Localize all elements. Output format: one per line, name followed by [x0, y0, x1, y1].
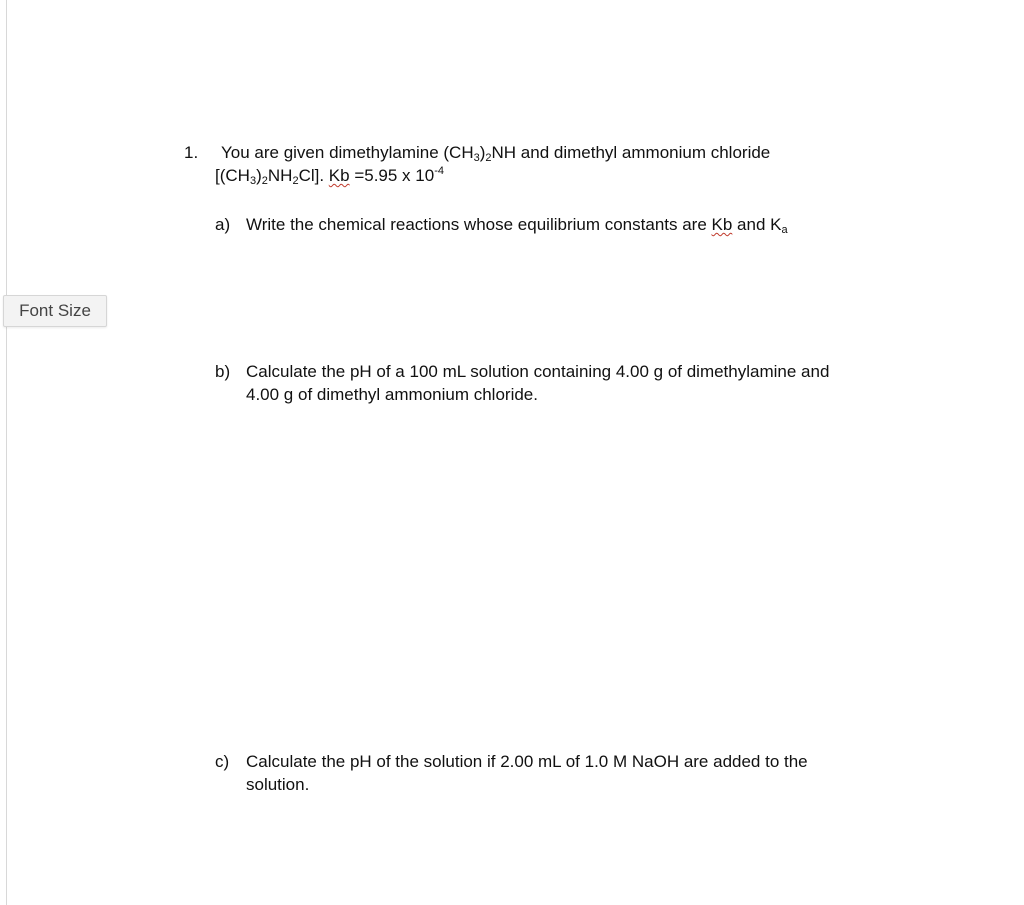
part-a-letter: a)	[215, 215, 231, 234]
part-c	[215, 752, 808, 794]
question-line-2: $[(CH_3)_2NH_2Cl]$. Kb =5.95 x $10^{-4}$	[215, 165, 444, 187]
font-size-button[interactable]: Font Size	[3, 295, 107, 327]
kb-spellcheck-word: Kb	[711, 215, 733, 234]
part-a	[215, 215, 788, 235]
part-c-line-2: solution.	[246, 775, 310, 794]
part-b	[215, 362, 830, 404]
page-left-border	[6, 0, 7, 905]
kb-spellcheck-word: Kb	[328, 166, 350, 185]
part-b-letter: b)	[215, 362, 231, 381]
question-number: 1.	[184, 143, 199, 162]
part-c-letter: c)	[215, 752, 230, 771]
part-b-line-1: Calculate the pH of a 100 mL solution containing 4.00 g of dimethylamine and	[246, 362, 830, 381]
question-line-1: You are given dimethylamine $(CH_3)_2NH$ and dimethyl ammonium chloride	[221, 143, 771, 164]
part-c-line-1: Calculate the pH of the solution if 2.00 mL of 1.0 M NaOH are added to the	[246, 752, 808, 771]
part-b-line-2: 4.00 g of dimethyl ammonium chloride.	[246, 385, 538, 404]
part-a-text: Write the chemical reactions whose equilibrium constants are Kb and $K_a$	[246, 215, 788, 236]
